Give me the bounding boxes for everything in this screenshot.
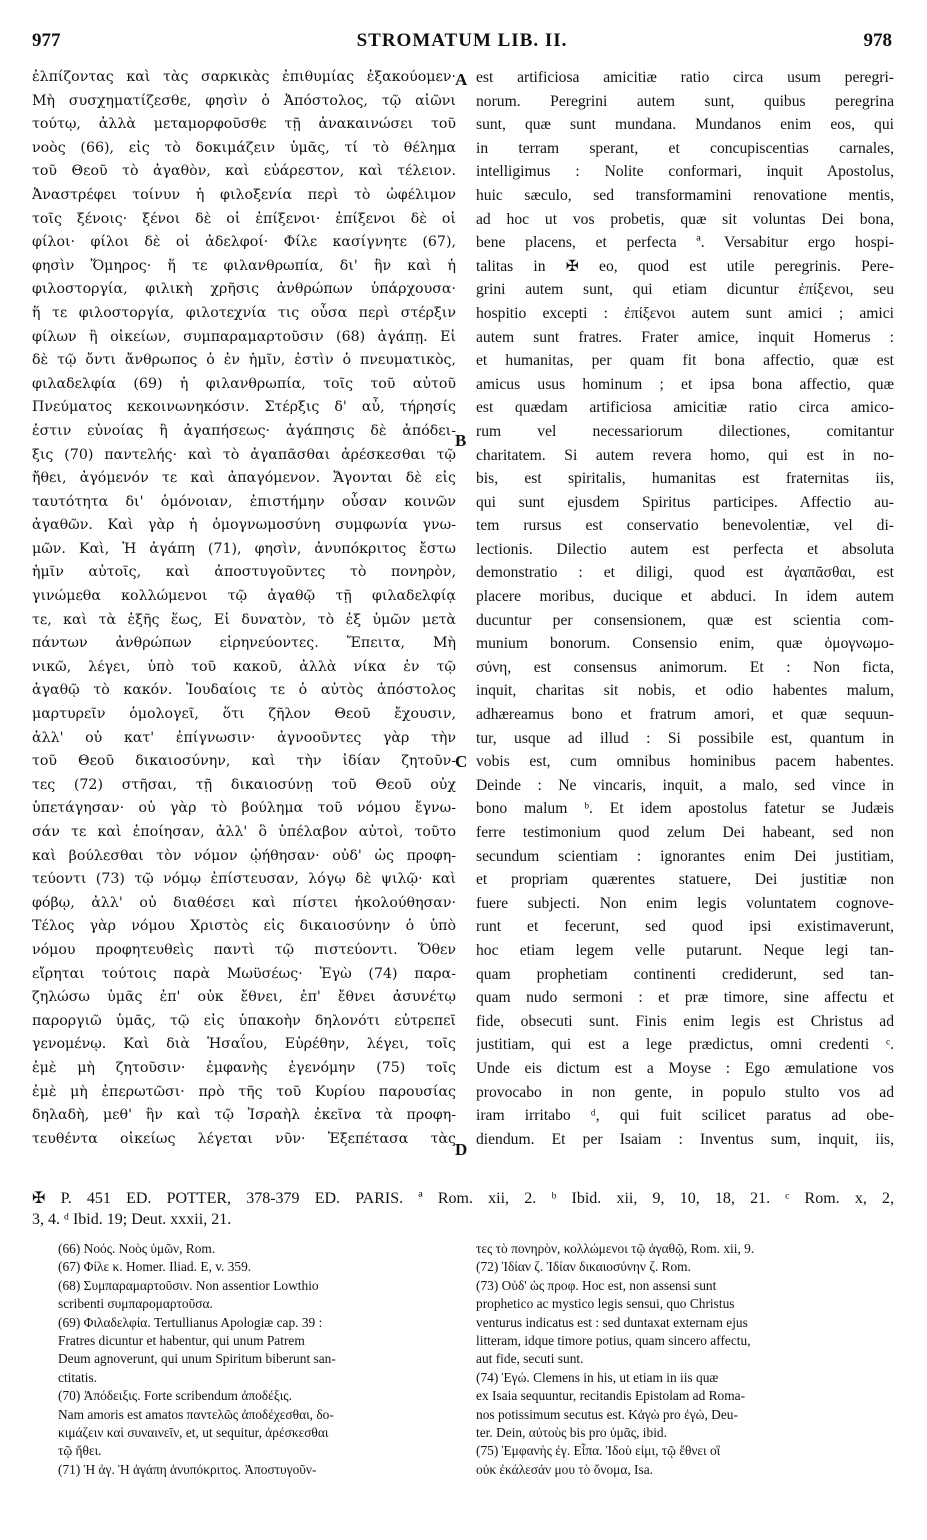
latin-text-line: fuere subjecti. Non enim legis voluntatem cognove-	[476, 894, 894, 912]
running-title: STROMATUM LIB. II.	[356, 30, 568, 51]
greek-text-line: ἐλπίζοντας καὶ τὰς σαρκικὰς ἐπιθυμίας ἐξακούομεν·	[32, 69, 456, 85]
latin-text-line: σύνη, est consensus animorum. Et : Non ficta,	[476, 658, 894, 676]
footnote-line: ex Isaia sequuntur, recitandis Epistolam ad Roma-	[476, 1388, 746, 1404]
latin-text-line: ducuntur per consensionem, quæ est scientia com-	[476, 611, 894, 629]
greek-text-line: φίλων ἢ οἰκείων, συμπαραμαρτοῦσιν (68) ἀγάπῃ. Εἰ	[32, 328, 456, 345]
greek-text-line: τούτῳ, ἀλλὰ μεταμορφοῦσθε τῇ ἀνακαινώσει τοῦ	[32, 116, 456, 133]
greek-text-line: πάντων ἀνθρώπων εἰρηνεύοντες. Ἔπειτα, Μὴ	[32, 635, 456, 652]
latin-text-line: ad hoc ut vos probetis, quæ sit voluntas Dei bona,	[476, 210, 894, 228]
footnotes-right	[476, 1240, 894, 1479]
scripture-references	[32, 1188, 894, 1230]
greek-text-line: ἀγαθῶν. Καὶ γὰρ ἡ ὁμογνωμοσύνη συμφωνία γνω-	[32, 517, 456, 534]
latin-text-line: diendum. Et per Isaiam : Inventus sum, inquit, iis,	[476, 1130, 894, 1148]
latin-text-line: rum vel necessariorum dilectiones, comitantur	[476, 422, 894, 440]
greek-text-line: τε, καὶ τὰ ἑξῆς ἕως, Εἰ δυνατὸν, τὸ ἐξ ὑμῶν μετὰ	[32, 611, 456, 628]
footnote-line: τῷ ἤθει.	[58, 1443, 102, 1459]
latin-text-line: est quædam artificiosa amicitiæ ratio circa amico-	[476, 399, 894, 417]
greek-text-line: εἴρηται τούτοις παρὰ Μωϋσέως· Ἐγὼ (74) παρα-	[32, 965, 456, 982]
margin-letter-c: C	[455, 752, 468, 771]
latin-text-line: runt et fecerunt, sed quod ipsi existimaverunt,	[476, 918, 894, 936]
footnote-line: (69) Φιλαδελφία. Tertullianus Apologiæ cap. 39 :	[58, 1314, 323, 1330]
greek-text-line: δὲ τῷ ὄντι ἄνθρωπος ὁ ἐν ἡμῖν, ἐστὶν ὁ πνευματικὸς,	[32, 352, 456, 369]
latin-text-line: norum. Peregrini autem sunt, quibus peregrina	[476, 92, 894, 110]
latin-text-line: demonstratio : et diligi, quod est ἀγαπᾶσθαι, est	[476, 564, 894, 582]
latin-text-line: iram irritabo ᵈ, qui fuit scilicet paratus ad obe-	[476, 1107, 894, 1125]
page-number-right: 978	[863, 30, 892, 51]
footnote-line: prophetico ac mystico legis sensui, quo Christus	[476, 1296, 735, 1312]
latin-text-line: bono malum ᵇ. Et idem apostolus fatetur se Judæis	[476, 800, 894, 818]
latin-text-line: lectionis. Dilectio autem est perfecta et absoluta	[476, 540, 894, 558]
latin-text-line: adhæreamus bono et fratrum amori, et quæ sequun-	[476, 706, 894, 724]
latin-text-column	[476, 66, 894, 1151]
greek-text-line: ἤθει, ἀγόμενόν τε καὶ ἀπαγόμενον. Ἄγονται δὲ εἰς	[32, 470, 456, 487]
greek-text-line: γινώμεθα κολλώμενοι τῷ ἀγαθῷ τῇ φιλαδελφίᾳ	[32, 588, 456, 605]
latin-text-line: amicus usus hominum ; et ipsa bona affectio, quæ	[476, 375, 894, 393]
footnote-line: (70) Ἀπόδειξις. Forte scribendum ἀποδέξις.	[58, 1388, 292, 1404]
latin-text-line: Deinde : Ne vincaris, inquit, a malo, sed vince in	[476, 776, 894, 794]
greek-text-line: Μὴ συσχηματίζεσθε, φησὶν ὁ Ἀπόστολος, τῷ αἰῶνι	[32, 92, 456, 109]
reference-line: 3, 4. ᵈ Ibid. 19; Deut. xxxii, 21.	[32, 1211, 232, 1228]
greek-text-line: ταυτότητα δι' ὁμόνοιαν, ἐπιστήμην οὖσαν κοινῶν	[32, 493, 456, 510]
footnote-line: κιμάζειν καὶ συναινεῖν, et, ut sequitur, ἀρέσκεσθαι	[58, 1424, 329, 1440]
footnote-line: (72) Ἰδίαν ζ. Ἰδίαν δικαιοσύνην ζ. Rom.	[476, 1259, 691, 1275]
latin-text-line: quam prophetiam continenti crediderunt, sed tan-	[476, 965, 894, 983]
footnotes-left	[58, 1240, 468, 1479]
page-header	[32, 30, 892, 54]
latin-text-line: hospitio excepti : ἐπίξενοι autem sunt amici ; amici	[476, 304, 894, 322]
latin-text-line: tur, usque ad illud : Si possibile est, quantum in	[476, 729, 894, 747]
greek-text-line: νικῶ, λέγει, ὑπὸ τοῦ κακοῦ, ἀλλὰ νίκα ἐν τῷ	[32, 658, 456, 675]
footnote-line: οὐκ ἐκάλεσάν μου τὸ ὄνομα, Isa.	[476, 1461, 654, 1477]
latin-text-line: qui sunt ejusdem Spiritus participes. Affectio au-	[476, 493, 894, 511]
latin-text-line: est artificiosa amicitiæ ratio circa usum peregri-	[476, 69, 894, 86]
latin-text-line: vobis est, cum omnibus hominibus pacem habentes.	[476, 753, 894, 771]
latin-text-line: ferre testimonium quod zelum Dei habeant, sed non	[476, 824, 894, 841]
latin-text-line: et propriam quærentes statuere, Dei justitiæ non	[476, 871, 894, 889]
greek-text-line: παροργιῶ ὑμᾶς, τῷ εἰς ὑπακοὴν δηλονότι εὐτρεπεῖ	[32, 1012, 456, 1029]
greek-text-line: φόβῳ, ἀλλ' οὐ διαθέσει καὶ πίστει ἠκολούθησαν·	[32, 894, 456, 911]
footnote-line: ctitatis.	[58, 1369, 98, 1385]
greek-text-line: ὑπετάγησαν· οὐ γὰρ τὸ βούλημα τοῦ νόμου ἔγνω-	[32, 800, 456, 817]
latin-text-line: autem sunt fratres. Frater amice, inquit Homerus :	[476, 328, 894, 346]
greek-text-line: φιλαδελφία (69) ἡ φιλανθρωπία, τοῖς τοῦ αὐτοῦ	[32, 375, 456, 392]
page-number-left: 977	[32, 30, 61, 51]
latin-text-line: grini autem sunt, qui etiam dicuntur ἐπίξενοι, seu	[476, 281, 894, 299]
latin-text-line: bis, est spiritalis, humanitas est fraternitas iis,	[476, 470, 894, 488]
greek-text-line: Ἀναστρέφει τοίνυν ἡ φιλοξενία περὶ τὸ ὠφέλιμον	[32, 186, 456, 203]
footnote-line: Deum agnoverunt, qui unum Spiritum biberunt san-	[58, 1351, 336, 1367]
latin-text-line: intelligimus : Nolite conformari, inquit Apostolus,	[476, 163, 894, 181]
greek-text-line: φίλοι· φίλοι δὲ οἱ ἀδελφοί· Φίλε κασίγνητε (67),	[32, 234, 456, 251]
greek-text-line: φησὶν Ὅμηρος· ἥ τε φιλανθρωπία, δι' ἣν καὶ ἡ	[32, 257, 456, 274]
latin-text-line: sunt, quæ sunt mundana. Mundanos enim eos, qui	[476, 116, 894, 134]
footnote-line: (66) Νοός. Νοὸς ὑμῶν, Rom.	[58, 1241, 216, 1256]
footnote-line: (67) Φίλε κ. Homer. Iliad. E, v. 359.	[58, 1259, 252, 1275]
greek-text-line: φιλοστοργία, φιλικὴ χρῆσις ἀνθρώπων ὑπάρχουσα·	[32, 281, 456, 298]
greek-text-line: Πνεύματος κεκοινωνηκόσιν. Στέρξις δ' αὖ, τήρησίς	[32, 399, 456, 416]
greek-text-line: Τέλος γὰρ νόμου Χριστὸς εἰς δικαιοσύνην ὁ ὑπὸ	[32, 918, 456, 935]
footnote-line: (73) Οὐδ' ὡς προφ. Hoc est, non assensi sunt	[476, 1277, 717, 1293]
footnote-line: (68) Συμπαραμαρτοῦσιν. Non assentior Lowthio	[58, 1277, 319, 1293]
greek-text-line: μαρτυρεῖν ὁμολογεῖ, ὅτι ζῆλον Θεοῦ ἔχουσιν,	[32, 706, 456, 723]
latin-text-line: provocabo in non gente, in populo stulto vos ad	[476, 1083, 894, 1101]
footnote-line: Nam amoris est amatos παντελῶς ἀποδέχεσθαι, δο-	[58, 1406, 334, 1422]
greek-text-line: τοῖς ξένοις· ξένοι δὲ οἱ ἐπίξενοι· ἐπίξενοι δὲ οἱ	[32, 210, 456, 227]
greek-text-line: ἐμὲ μὴ ἐπερωτῶσι· πρὸ τῆς τοῦ Κυρίου παρουσίας	[32, 1083, 456, 1100]
latin-text-line: placere moribus, ducique et abduci. In idem autem	[476, 588, 894, 606]
footnote-line: venturus indicatus est : sed duntaxat externam ejus	[476, 1314, 748, 1330]
latin-text-line: hoc etiam legem velle putarunt. Neque legi tan-	[476, 941, 894, 959]
greek-text-column	[32, 66, 456, 1151]
greek-text-line: τεύοντι (73) τῷ νόμῳ ἐπίστευσαν, λόγῳ δὲ ψιλῷ· καὶ	[32, 871, 456, 888]
greek-text-line: ἀγαθῷ τὸ κακόν. Ἰουδαίοις τε ὁ αὐτὸς ἀπόστολος	[32, 682, 456, 699]
greek-text-line: ἐμὲ μὴ ζητοῦσιν· ἐμφανὴς ἐγενόμην (75) τοῖς	[32, 1059, 456, 1076]
greek-text-line: ἥ τε φιλοστοργία, φιλοτεχνία τις οὖσα περὶ στέρξιν	[32, 304, 456, 321]
reference-line: ✠ P. 451 ED. POTTER, 378-379 ED. PARIS. ª Rom. xii, 2. ᵇ Ibid. xii, 9, 10, 18, 21. ᶜ Rom. x, 2,	[32, 1190, 894, 1207]
greek-text-line: καὶ βούλεσθαι τὸν νόμον ᾠήθησαν· οὐδ' ὡς προφη-	[32, 847, 456, 864]
latin-text-line: in terram sperant, et concupiscentias carnales,	[476, 139, 894, 157]
latin-text-line: quam nudo sermoni : et præ timore, sine affectu et	[476, 989, 894, 1007]
latin-text-line: charitatem. Si autem revera homo, qui est in no-	[476, 446, 894, 464]
greek-text-line: νοὸς (66), εἰς τὸ δοκιμάζειν ὑμᾶς, τί τὸ θέλημα	[32, 139, 456, 156]
latin-text-line: tem rursus est conservatio benevolentiæ, vel di-	[476, 517, 894, 535]
latin-text-line: fide, obsecuti sunt. Finis enim legis est Christus ad	[476, 1012, 894, 1030]
greek-text-line: τοῦ Θεοῦ τὸ ἀγαθὸν, καὶ εὐάρεστον, καὶ τέλειον.	[32, 163, 456, 180]
greek-text-line: ἡμῖν αὐτοῖς, καὶ ἀποστυγοῦντες τὸ πονηρὸν,	[32, 564, 456, 581]
latin-text-line: talitas in ✠ eo, quod est utile peregrinis. Pere-	[476, 257, 894, 275]
footnote-line: litteram, idque timore potius, quam sincero affectu,	[476, 1332, 751, 1348]
greek-text-line: τοῦ Θεοῦ δικαιοσύνην, καὶ τὴν ἰδίαν ζητοῦν-	[32, 753, 456, 770]
greek-text-line: μῶν. Καὶ, Ἡ ἀγάπη (71), φησὶν, ἀνυπόκριτος ἔστω	[32, 540, 456, 557]
footnote-line: ter. Dein, αὐτοὺς bis pro ὑμᾶς, ibid.	[476, 1424, 667, 1440]
greek-text-line: τευθέντα οἰκείως λέγεται νῦν· Ἐξεπέτασα τὰς	[32, 1130, 456, 1147]
greek-text-line: ζηλώσω ὑμᾶς ἐπ' οὐκ ἔθνει, ἐπ' ἔθνει ἀσυνέτῳ	[32, 989, 456, 1006]
latin-text-line: secundum scientiam : ignorantes enim Dei justitiam,	[476, 847, 894, 865]
greek-text-line: ἐστιν εὐνοίας ἢ ἀγαπήσεως· ἀγάπησις δὲ ἀπόδει-	[32, 422, 456, 439]
footnote-line: scribenti συμπαρομαρτοῦσα.	[58, 1296, 213, 1312]
latin-text-line: munium bonorum. Consensio enim, quæ ὁμογνωμο-	[476, 635, 894, 653]
greek-text-line: νόμου προφητευθεὶς παντὶ τῷ πιστεύοντι. Ὅθεν	[32, 941, 456, 958]
footnote-line: τες τὸ πονηρὸν, κολλώμενοι τῷ ἀγαθῷ, Rom. xii, 9.	[476, 1241, 755, 1256]
footnote-line: Fratres dicuntur et habentur, qui unum Patrem	[58, 1332, 305, 1348]
greek-text-line: τες (72) στῆσαι, τῇ δικαιοσύνῃ τοῦ Θεοῦ οὐχ	[32, 776, 456, 793]
greek-text-line: δηλαδὴ, μεθ' ἣν καὶ τῷ Ἰσραὴλ ἐκεῖνα τὰ προφη-	[32, 1107, 456, 1124]
latin-text-line: bene placens, et perfecta ª. Versabitur ergo hospi-	[476, 234, 894, 252]
latin-text-line: inquit, charitas sit nobis, et odio habentes malum,	[476, 682, 894, 700]
margin-letter-d: D	[455, 1140, 468, 1159]
footnote-line: (74) Ἐγώ. Clemens in his, ut etiam in iis quæ	[476, 1369, 719, 1385]
margin-letter-a: A	[455, 70, 468, 89]
latin-text-line: et humanitas, per quam fit bona affectio, quæ est	[476, 352, 894, 370]
greek-text-line: σάν τε καὶ ἐποίησαν, ἀλλ' ὃ ὑπέλαβον αὐτοὶ, τοῦτο	[32, 824, 456, 840]
footnote-line: (75) Ἐμφανὴς ἐγ. Εἶπα. Ἰδοὺ εἰμι, τῷ ἔθνει οἳ	[476, 1443, 721, 1459]
latin-text-line: justitiam, qui est a lege prædictus, omni credenti ᶜ.	[476, 1036, 894, 1054]
footnote-line: (71) Ἡ ἀγ. Ἡ ἀγάπη ἀνυπόκριτος. Ἀποστυγοῦν-	[58, 1461, 317, 1477]
greek-text-line: γενομένῳ. Καὶ διὰ Ἡσαΐου, Εὑρέθην, λέγει, τοῖς	[32, 1036, 456, 1053]
margin-letter-b: B	[455, 431, 467, 450]
latin-text-line: huic sæculo, sed transformamini renovatione mentis,	[476, 186, 894, 204]
footnote-line: aut fide, secuti sunt.	[476, 1351, 584, 1367]
latin-text-line: Unde eis dictum est a Moyse : Ego æmulatione vos	[476, 1059, 894, 1077]
footnote-line: nos potissimum secutus est. Κἀγὼ pro ἐγώ, Deu-	[476, 1406, 738, 1422]
greek-text-line: ἀλλ' οὐ κατ' ἐπίγνωσιν· ἀγνοοῦντες γὰρ τὴν	[32, 729, 456, 746]
greek-text-line: ξις (70) παντελής· καὶ τὸ ἀγαπᾶσθαι ἀρέσκεσθαι τῷ	[32, 446, 456, 463]
